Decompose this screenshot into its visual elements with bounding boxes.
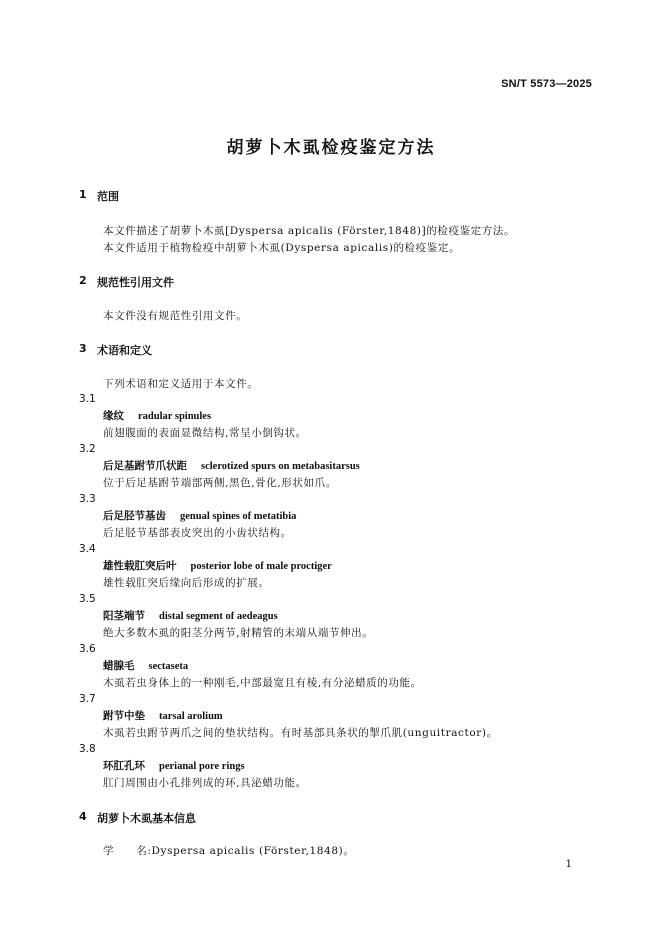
page-number: 1: [565, 859, 572, 870]
paragraph: 学 名:Dyspersa apicalis (Förster,1848)。: [103, 845, 355, 857]
term-number: 3.7: [79, 693, 96, 705]
term-zh: 环肛孔环: [103, 760, 145, 772]
section-title-basic-info: 胡萝卜木虱基本信息: [97, 812, 196, 825]
paragraph: 本文件没有规范性引用文件。: [103, 310, 248, 322]
term-definition: 肛门周围由小孔排列成的环,具泌蜡功能。: [103, 777, 307, 789]
term-en: sectaseta: [148, 661, 189, 672]
paragraph: 本文件适用于植物检疫中胡萝卜木虱(Dyspersa apicalis)的检疫鉴定。: [103, 242, 461, 254]
paragraph: 本文件描述了胡萝卜木虱[Dyspersa apicalis (Förster,1848)]的检疫鉴定方法。: [103, 225, 516, 237]
term-number: 3.2: [79, 443, 96, 455]
term-definition: 木虱若虫身体上的一种刚毛,中部最宽且有棱,有分泌蜡质的功能。: [103, 677, 422, 689]
term-zh: 后足基跗节爪状距: [103, 460, 187, 472]
section-number: 4: [79, 810, 87, 823]
term-heading: [103, 458, 360, 473]
term-number: 3.1: [79, 393, 96, 405]
term-heading: [103, 708, 223, 723]
term-heading: [103, 608, 278, 623]
paragraph: 下列术语和定义适用于本文件。: [103, 378, 259, 390]
term-definition: 后足胫节基部表皮突出的小齿状结构。: [103, 527, 292, 539]
section-title-normative-references: 规范性引用文件: [97, 276, 174, 289]
section-title-terms: 术语和定义: [97, 344, 152, 357]
term-zh: 缘纹: [103, 410, 124, 422]
term-heading: [103, 758, 245, 773]
term-heading: [103, 558, 332, 573]
term-number: 3.5: [79, 593, 96, 605]
term-en: sclerotized spurs on metabasitarsus: [201, 461, 360, 472]
term-heading: [103, 658, 188, 673]
term-zh: 蜡腺毛: [103, 660, 135, 672]
section-title-scope: 范围: [97, 190, 119, 203]
term-en: distal segment of aedeagus: [159, 611, 278, 622]
term-en: tarsal arolium: [159, 711, 223, 722]
term-heading: [103, 408, 211, 423]
term-definition: 位于后足基跗节端部两侧,黑色,骨化,形状如爪。: [103, 477, 337, 489]
section-number: 2: [79, 274, 87, 287]
term-number: 3.3: [79, 493, 96, 505]
term-en: posterior lobe of male proctiger: [190, 561, 332, 572]
term-definition: 木虱若虫跗节两爪之间的垫状结构。有时基部具条状的掣爪肌(unguitractor)。: [103, 727, 498, 739]
term-zh: 跗节中垫: [103, 710, 145, 722]
term-number: 3.8: [79, 743, 96, 755]
standard-code: SN/T 5573—2025: [501, 78, 592, 90]
term-en: perianal pore rings: [159, 761, 245, 772]
term-en: genual spines of metatibia: [180, 511, 297, 522]
term-en: radular spinules: [138, 411, 212, 422]
term-heading: [103, 508, 296, 523]
term-definition: 前翅腹面的表面显微结构,常呈小倒钩状。: [103, 427, 307, 439]
term-zh: 阳茎端节: [103, 610, 145, 622]
term-zh: 后足胫节基齿: [103, 510, 166, 522]
term-number: 3.4: [79, 543, 96, 555]
term-zh: 雄性载肛突后叶: [103, 560, 177, 572]
document-title: 胡萝卜木虱检疫鉴定方法: [226, 138, 436, 158]
term-number: 3.6: [79, 643, 96, 655]
term-definition: 雄性载肛突后缘向后形成的扩展。: [103, 577, 270, 589]
section-number: 3: [79, 342, 87, 355]
term-definition: 绝大多数木虱的阳茎分两节,射精管的末端从端节伸出。: [103, 627, 374, 639]
section-number: 1: [79, 188, 87, 201]
